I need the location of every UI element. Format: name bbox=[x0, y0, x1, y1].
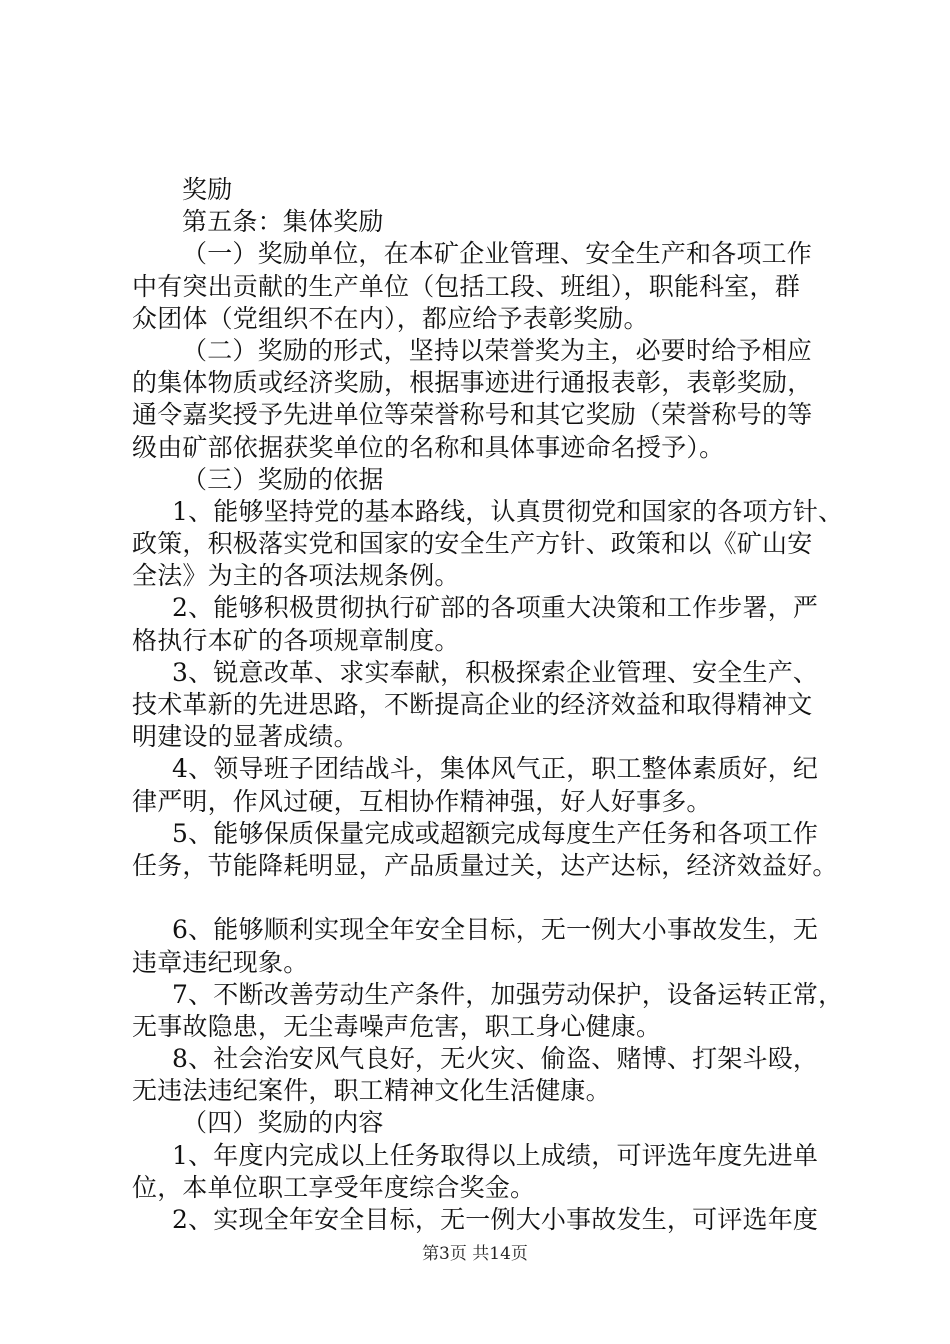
text-line: 4、领导班子团结战斗，集体风气正，职工整体素质好，纪 bbox=[172, 754, 819, 784]
text-line: 众团体（党组织不在内），都应给予表彰奖励。 bbox=[132, 303, 649, 333]
text-line: 2、能够积极贯彻执行矿部的各项重大决策和工作步署，严 bbox=[172, 593, 819, 623]
text-line: 明建设的显著成绩。 bbox=[132, 722, 359, 752]
text-line: 1、年度内完成以上任务取得以上成绩，可评选年度先进单 bbox=[172, 1140, 819, 1170]
text-line: 5、能够保质保量完成或超额完成每度生产任务和各项工作 bbox=[172, 818, 819, 848]
subsection-heading: （三）奖励的依据 bbox=[182, 464, 384, 494]
text-line: 无事故隐患，无尘毒噪声危害，职工身心健康。 bbox=[132, 1011, 662, 1041]
section-heading: 第五条：集体奖励 bbox=[182, 207, 384, 237]
text-line: 级由矿部依据获奖单位的名称和具体事迹命名授予）。 bbox=[132, 432, 725, 462]
text-line: 的集体物质或经济奖励，根据事迹进行通报表彰，表彰奖励， bbox=[132, 368, 813, 398]
text-line: 违章违纪现象。 bbox=[132, 947, 309, 977]
text-line: 6、能够顺利实现全年安全目标，无一例大小事故发生，无 bbox=[172, 915, 819, 945]
text-line: 技术革新的先进思路，不断提高企业的经济效益和取得精神文 bbox=[132, 690, 813, 719]
subsection-heading: （四）奖励的内容 bbox=[182, 1108, 384, 1138]
text-line: 律严明，作风过硬，互相协作精神强，好人好事多。 bbox=[132, 786, 712, 816]
text-line: 任务，节能降耗明显，产品质量过关，达产达标，经济效益好。 bbox=[132, 850, 838, 880]
text-line: 奖励 bbox=[182, 175, 233, 204]
text-line: 3、锐意改革、求实奉献，积极探索企业管理、安全生产、 bbox=[172, 657, 819, 687]
text-line: 位，本单位职工享受年度综合奖金。 bbox=[132, 1172, 536, 1202]
text-line: （二）奖励的形式，坚持以荣誉奖为主，必要时给予相应 bbox=[182, 335, 813, 365]
blank-line bbox=[132, 882, 852, 914]
text-line: 通令嘉奖授予先进单位等荣誉称号和其它奖励（荣誉称号的等 bbox=[132, 400, 813, 430]
text-line: 1、能够坚持党的基本路线，认真贯彻党和国家的各项方针、 bbox=[172, 496, 844, 526]
text-line: 格执行本矿的各项规章制度。 bbox=[132, 625, 460, 655]
text-line: 无违法违纪案件，职工精神文化生活健康。 bbox=[132, 1076, 611, 1106]
page-number-footer: 第3页 共14页 bbox=[422, 1244, 528, 1264]
text-line: （一）奖励单位，在本矿企业管理、安全生产和各项工作 bbox=[182, 239, 813, 269]
text-line: 2、实现全年安全目标，无一例大小事故发生，可评选年度 bbox=[172, 1205, 819, 1234]
document-body bbox=[132, 174, 852, 1236]
text-line: 7、不断改善劳动生产条件，加强劳动保护，设备运转正常， bbox=[172, 979, 844, 1009]
text-line: 8、社会治安风气良好，无火灾、偷盗、赌博、打架斗殴， bbox=[172, 1044, 819, 1074]
text-line: 全法》为主的各项法规条例。 bbox=[132, 561, 460, 591]
text-line: 中有突出贡献的生产单位（包括工段、班组），职能科室，群 bbox=[132, 271, 800, 301]
text-line: 政策，积极落实党和国家的安全生产方针、政策和以《矿山安 bbox=[132, 529, 813, 559]
